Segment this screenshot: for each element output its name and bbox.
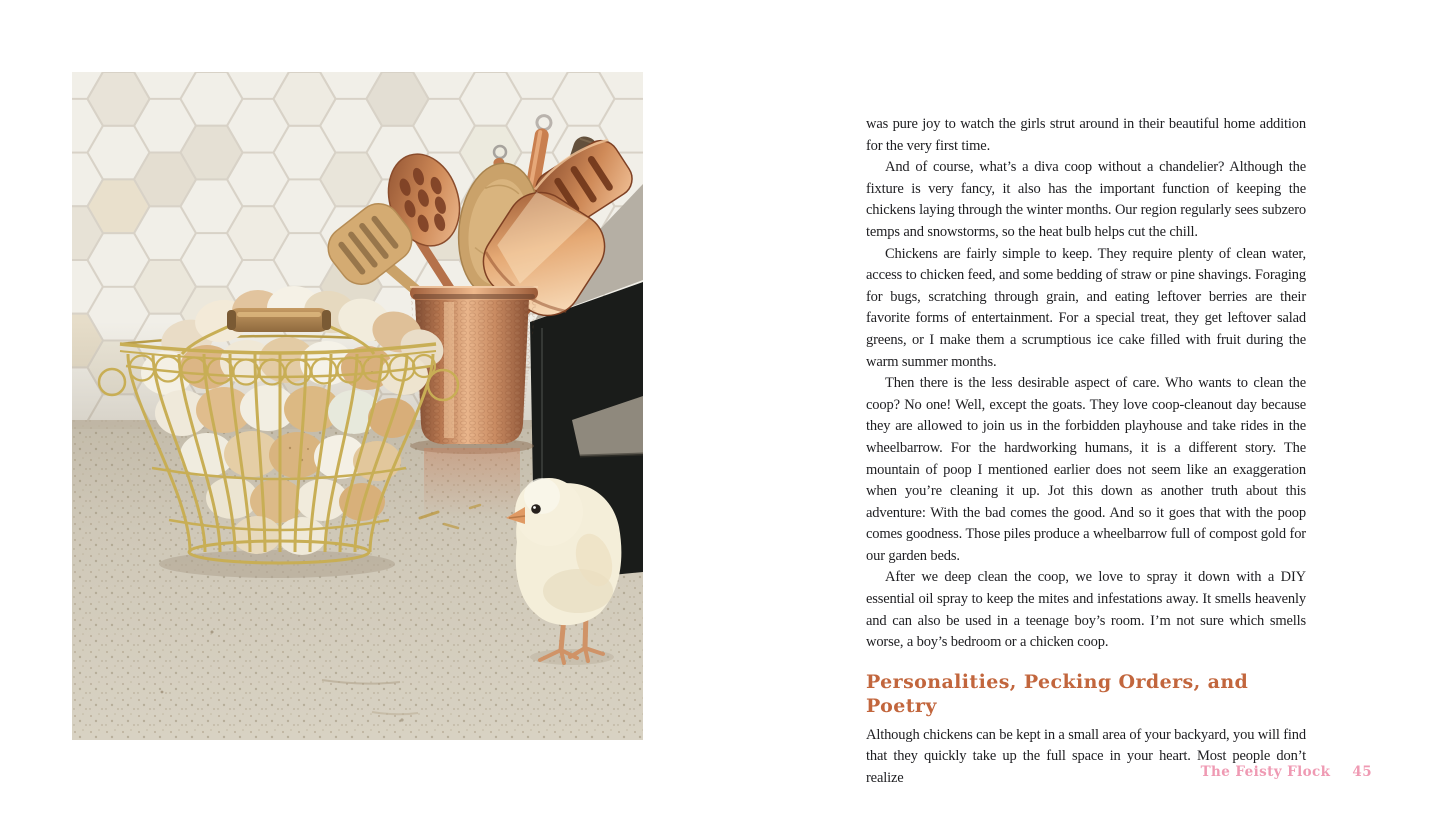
section-heading: Personalities, Pecking Orders, and Poetry bbox=[866, 670, 1249, 717]
paragraph: After we deep clean the coop, we love to spray it down with a DIY essential oil spray to keep the mites and infestations away. It smells heavenly and can also be used in a teenage boy’s room. I’m not sure which smells worse, a boy’s bedroom or a chicken coop. bbox=[866, 569, 1306, 651]
egg bbox=[278, 517, 326, 555]
body-text-column bbox=[866, 114, 1306, 790]
photo-illustration bbox=[72, 72, 643, 740]
paragraph: And of course, what’s a diva coop without a chandelier? Although the fixture is very fancy, it also has the important function of keeping the chickens laying through the winter months. Our region regularly sees subzero temps and snowstorms, so the heat bulb helps cut the chill. bbox=[866, 159, 1306, 240]
page-footer bbox=[1201, 764, 1372, 780]
paragraph: Although chickens can be kept in a small area of your backyard, you will find that they quickly take up the full space in your heart. Most people don’t realize bbox=[866, 726, 1306, 787]
paragraph: was pure joy to watch the girls strut around in their beautiful home addition for the very first time. bbox=[866, 116, 1306, 154]
chick-eye bbox=[531, 504, 541, 514]
egg bbox=[233, 516, 281, 554]
basket-wood-handle bbox=[227, 308, 331, 332]
chapter-title: The Feisty Flock bbox=[1200, 764, 1331, 780]
paragraph: Chickens are fairly simple to keep. They require plenty of clean water, access to chicken feed, and some bedding of straw or pine shavings. Foraging for bugs, scratching through grain, and eating leftover berries are their favorite forms of entertainment. For a special treat, they get leftover salad greens, or I make them a scrumptious ice cake filled with fruit during the warm summer months. bbox=[866, 245, 1306, 370]
page-number: 45 bbox=[1352, 764, 1372, 780]
book-photo bbox=[72, 72, 643, 740]
paragraph: Then there is the less desirable aspect of care. Who wants to clean the coop? No one! Well, except the goats. They love coop-cleanout day because they are allowed to join us in the forbidden playhouse and take rides in the wheelbarrow. For the hardworking humans, it is a different story. The mountain of poop I mentioned earlier does not seem like an exaggeration when you’re cleaning it up. Jot this down as another truth about this adventure: With the bad comes the good. And so it goes that with the poop comes goodness. Those piles produce a wheelbarrow full of compost gold for our garden beds. bbox=[866, 375, 1306, 564]
